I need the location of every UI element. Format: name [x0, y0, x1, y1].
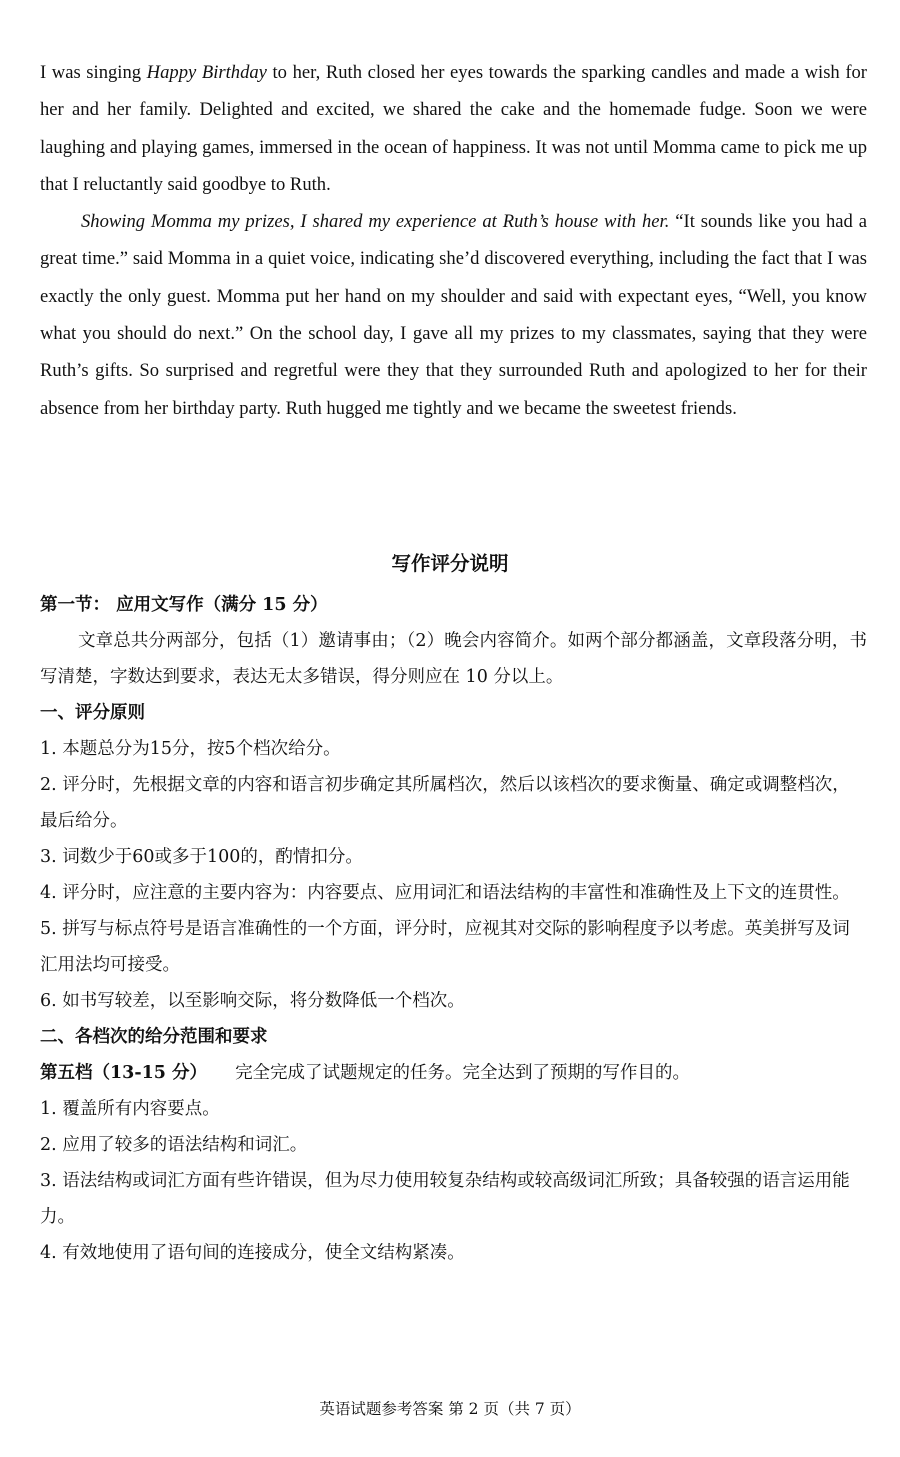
level5-line: [40, 1055, 867, 1091]
rubric-body: [40, 587, 867, 1271]
principles-heading: 一、评分原则: [40, 703, 145, 723]
story-p1-italic: Happy Birthday: [146, 62, 267, 83]
levels-heading: 二、各档次的给分范围和要求: [40, 1027, 268, 1047]
level5-item: 4. 有效地使用了语句间的连接成分，使全文结构紧凑。: [40, 1243, 465, 1263]
story-p1-rest: to her, Ruth closed her eyes towards the sparking candles and made a wish for her and her family. Delighted and excited, we shared the cake and the homemade fudge. Soon we were laughing and playing games, immersed in the ocean of happiness. It was not until Momma came to pick me up that I reluctantly said goodbye to Ruth.: [40, 62, 868, 195]
page-footer: 英语试题参考答案 第 2 页（共 7 页）: [319, 1400, 581, 1418]
rubric-title: 写作评分说明: [391, 552, 509, 575]
level5-label: 第五档（13-15 分）: [40, 1063, 208, 1083]
story-p2-italic: Showing Momma my prizes, I shared my experience at Ruth’s house with her.: [81, 211, 670, 233]
principle-item: 4. 评分时，应注意的主要内容为：内容要点、应用词汇和语法结构的丰富性和准确性及上下文的连贯性。: [40, 883, 850, 903]
principle-item: 6. 如书写较差，以至影响交际，将分数降低一个档次。: [40, 991, 465, 1011]
story-p1-start: I was singing: [40, 62, 147, 83]
principle-item: 5. 拼写与标点符号是语言准确性的一个方面，评分时，应视其对交际的影响程度予以考虑。英美拼写及词汇用法均可接受。: [40, 919, 850, 975]
story-p2-rest: “It sounds like you had a great time.” said Momma in a quiet voice, indicating she’d discovered everything, including the fact that I was exactly the only guest. Momma put her hand on my shoulder and said with expectant eyes, “Well, you know what you should do next.” On the school day, I gave all my prizes to my classmates, saying that they were Ruth’s gifts. So surprised and regretful were they that they surrounded Ruth and apologized to her for their absence from her birthday party. Ruth hugged me tightly and we became the sweetest friends.: [40, 211, 867, 419]
level5-description: 完全完成了试题规定的任务。完全达到了预期的写作目的。: [235, 1063, 691, 1083]
story-text: [40, 54, 867, 427]
level5-item: 2. 应用了较多的语法结构和词汇。: [40, 1135, 308, 1155]
story-paragraph-2: [40, 203, 867, 427]
rubric-intro: 文章总共分两部分，包括（1）邀请事由；（2）晚会内容简介。如两个部分都涵盖，文章段落分明，书写清楚，字数达到要求，表达无太多错误，得分则应在 10 分以上。: [40, 631, 867, 687]
level5-item: 1. 覆盖所有内容要点。: [40, 1099, 220, 1119]
section-heading: 第一节： 应用文写作（满分 15 分）: [40, 595, 328, 615]
principle-item: 1. 本题总分为15分，按5个档次给分。: [40, 739, 341, 759]
principle-item: 2. 评分时，先根据文章的内容和语言初步确定其所属档次，然后以该档次的要求衡量、确定或调整档次，最后给分。: [40, 775, 850, 831]
level5-item: 3. 语法结构或词汇方面有些许错误，但为尽力使用较复杂结构或较高级词汇所致；具备较强的语言运用能力。: [40, 1171, 850, 1227]
story-paragraph-1: [40, 54, 867, 203]
principle-item: 3. 词数少于60或多于100的，酌情扣分。: [40, 847, 363, 867]
